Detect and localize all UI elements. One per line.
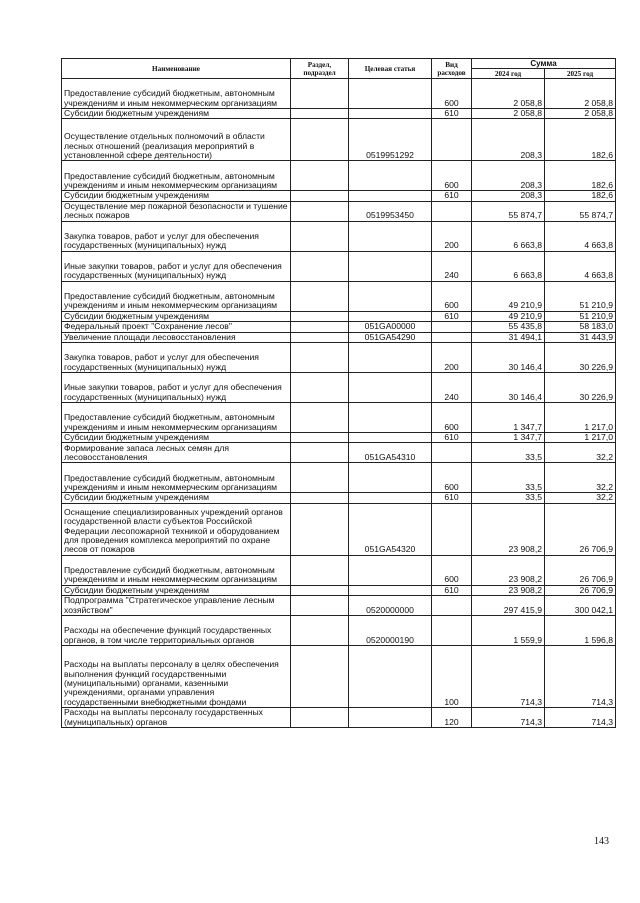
cell-2024: 33,5: [472, 463, 545, 493]
table-row: [62, 616, 616, 646]
table-row: [62, 503, 616, 555]
cell-target: [349, 281, 432, 311]
cell-target: [349, 646, 432, 708]
cell-name: Предоставление субсидий бюджетным, автономным учреждениям и иным некоммерческим организациям: [62, 463, 291, 493]
cell-2025: 30 226,9: [545, 343, 616, 373]
cell-2025: 1 596,8: [545, 616, 616, 646]
cell-2025: 55 874,7: [545, 201, 616, 221]
cell-type: 600: [432, 281, 472, 311]
cell-2024: 30 146,4: [472, 343, 545, 373]
cell-2024: 208,3: [472, 119, 545, 161]
cell-target: [349, 708, 432, 728]
table-row: [62, 119, 616, 161]
cell-type: 610: [432, 191, 472, 201]
table-row: [62, 161, 616, 191]
cell-type: 610: [432, 109, 472, 119]
budget-table: [61, 58, 616, 728]
cell-target: 0519953450: [349, 201, 432, 221]
cell-type: 240: [432, 251, 472, 281]
cell-section: [291, 221, 349, 251]
cell-section: [291, 596, 349, 616]
cell-2025: 26 706,9: [545, 585, 616, 595]
cell-type: [432, 119, 472, 161]
cell-2025: 51 210,9: [545, 311, 616, 321]
cell-2025: 182,6: [545, 191, 616, 201]
cell-type: 600: [432, 79, 472, 109]
cell-type: 240: [432, 373, 472, 403]
cell-name: Оснащение специализированных учреждений органов государственной власти субъектов Российской Федерации лесопожарной техникой и оборудованием для проведения комплекса мероприятий по охране лесов от пожаров: [62, 503, 291, 555]
cell-name: Предоставление субсидий бюджетным, автономным учреждениям и иным некоммерческим организациям: [62, 79, 291, 109]
cell-2024: 23 908,2: [472, 503, 545, 555]
cell-2024: 208,3: [472, 161, 545, 191]
cell-target: 0520000190: [349, 616, 432, 646]
cell-section: [291, 79, 349, 109]
cell-2025: 4 663,8: [545, 251, 616, 281]
table-row: [62, 646, 616, 708]
cell-name: Предоставление субсидий бюджетным, автономным учреждениям и иным некоммерческим организациям: [62, 555, 291, 585]
cell-type: [432, 443, 472, 463]
cell-target: [349, 161, 432, 191]
cell-target: 0519951292: [349, 119, 432, 161]
cell-2024: 1 347,7: [472, 403, 545, 433]
cell-2024: 33,5: [472, 443, 545, 463]
cell-section: [291, 373, 349, 403]
table-row: [62, 251, 616, 281]
cell-section: [291, 311, 349, 321]
cell-2025: 2 058,8: [545, 109, 616, 119]
cell-2025: 4 663,8: [545, 221, 616, 251]
cell-target: [349, 373, 432, 403]
cell-target: [349, 555, 432, 585]
cell-2024: 49 210,9: [472, 281, 545, 311]
table-row: [62, 463, 616, 493]
cell-2024: 23 908,2: [472, 585, 545, 595]
table-row: [62, 585, 616, 595]
cell-type: [432, 503, 472, 555]
cell-2025: 182,6: [545, 119, 616, 161]
cell-target: 051GA54290: [349, 332, 432, 342]
table-row: [62, 281, 616, 311]
table-row: [62, 433, 616, 443]
cell-2024: 714,3: [472, 646, 545, 708]
cell-2024: 1 559,9: [472, 616, 545, 646]
cell-section: [291, 616, 349, 646]
cell-target: [349, 251, 432, 281]
cell-name: Подпрограмма "Стратегическое управление лесным хозяйством": [62, 596, 291, 616]
cell-target: [349, 343, 432, 373]
header-target: Целевая статья: [349, 59, 432, 79]
header-name: Наименование: [62, 59, 291, 79]
header-2024: 2024 год: [472, 69, 545, 79]
cell-target: 051GA00000: [349, 322, 432, 332]
cell-section: [291, 161, 349, 191]
cell-name: Расходы на обеспечение функций государственных органов, в том числе территориальных органов: [62, 616, 291, 646]
cell-target: [349, 79, 432, 109]
table-body: [62, 79, 616, 728]
cell-section: [291, 443, 349, 463]
cell-type: [432, 596, 472, 616]
cell-section: [291, 251, 349, 281]
cell-name: Субсидии бюджетным учреждениям: [62, 585, 291, 595]
cell-name: Федеральный проект "Сохранение лесов": [62, 322, 291, 332]
cell-name: Предоставление субсидий бюджетным, автономным учреждениям и иным некоммерческим организациям: [62, 281, 291, 311]
cell-2024: 208,3: [472, 191, 545, 201]
cell-2024: 23 908,2: [472, 555, 545, 585]
cell-2025: 300 042,1: [545, 596, 616, 616]
cell-name: Субсидии бюджетным учреждениям: [62, 433, 291, 443]
cell-name: Осуществление отдельных полномочий в области лесных отношений (реализация мероприятий в установленной сфере деятельности): [62, 119, 291, 161]
cell-name: Увеличение площади лесовосстановления: [62, 332, 291, 342]
cell-2025: 1 217,0: [545, 433, 616, 443]
cell-2024: 2 058,8: [472, 79, 545, 109]
cell-section: [291, 433, 349, 443]
cell-target: [349, 191, 432, 201]
table-row: [62, 443, 616, 463]
cell-type: 610: [432, 493, 472, 503]
cell-type: 600: [432, 463, 472, 493]
cell-target: 0520000000: [349, 596, 432, 616]
cell-2024: 30 146,4: [472, 373, 545, 403]
cell-target: 051GA54310: [349, 443, 432, 463]
cell-type: 600: [432, 555, 472, 585]
table-row: [62, 343, 616, 373]
cell-2024: 297 415,9: [472, 596, 545, 616]
cell-type: 120: [432, 708, 472, 728]
table-row: [62, 201, 616, 221]
cell-section: [291, 463, 349, 493]
cell-target: [349, 403, 432, 433]
table-row: [62, 191, 616, 201]
cell-section: [291, 332, 349, 342]
cell-name: Расходы на выплаты персоналу государственных (муниципальных) органов: [62, 708, 291, 728]
cell-target: [349, 493, 432, 503]
cell-2024: 6 663,8: [472, 251, 545, 281]
cell-section: [291, 322, 349, 332]
cell-2025: 182,6: [545, 161, 616, 191]
header-type: Вид расходов: [432, 59, 472, 79]
table-row: [62, 332, 616, 342]
cell-2024: 49 210,9: [472, 311, 545, 321]
cell-target: 051GA54320: [349, 503, 432, 555]
cell-2024: 55 435,8: [472, 322, 545, 332]
table-row: [62, 555, 616, 585]
cell-2024: 33,5: [472, 493, 545, 503]
cell-2024: 1 347,7: [472, 433, 545, 443]
cell-section: [291, 493, 349, 503]
cell-name: Субсидии бюджетным учреждениям: [62, 109, 291, 119]
table-row: [62, 708, 616, 728]
cell-type: [432, 201, 472, 221]
cell-name: Субсидии бюджетным учреждениям: [62, 311, 291, 321]
cell-name: Субсидии бюджетным учреждениям: [62, 493, 291, 503]
cell-type: 610: [432, 311, 472, 321]
cell-2025: 32,2: [545, 463, 616, 493]
cell-name: Иные закупки товаров, работ и услуг для обеспечения государственных (муниципальных) нужд: [62, 373, 291, 403]
table-row: [62, 311, 616, 321]
table-row: [62, 109, 616, 119]
cell-section: [291, 343, 349, 373]
cell-type: 200: [432, 343, 472, 373]
cell-type: 610: [432, 433, 472, 443]
cell-name: Предоставление субсидий бюджетным, автономным учреждениям и иным некоммерческим организациям: [62, 161, 291, 191]
table-row: [62, 221, 616, 251]
cell-section: [291, 201, 349, 221]
header-sum: Сумма: [472, 59, 616, 69]
cell-type: 200: [432, 221, 472, 251]
cell-type: 600: [432, 403, 472, 433]
cell-section: [291, 191, 349, 201]
cell-section: [291, 281, 349, 311]
cell-name: Осуществление мер пожарной безопасности и тушение лесных пожаров: [62, 201, 291, 221]
table-row: [62, 373, 616, 403]
cell-target: [349, 433, 432, 443]
cell-target: [349, 311, 432, 321]
cell-2025: 26 706,9: [545, 555, 616, 585]
cell-2025: 32,2: [545, 443, 616, 463]
cell-2025: 1 217,0: [545, 403, 616, 433]
cell-2025: 31 443,9: [545, 332, 616, 342]
header-2025: 2025 год: [545, 69, 616, 79]
table-row: [62, 322, 616, 332]
cell-type: 600: [432, 161, 472, 191]
cell-type: [432, 322, 472, 332]
cell-2024: 31 494,1: [472, 332, 545, 342]
cell-2024: 714,3: [472, 708, 545, 728]
cell-section: [291, 585, 349, 595]
cell-section: [291, 708, 349, 728]
cell-name: Закупка товаров, работ и услуг для обеспечения государственных (муниципальных) нужд: [62, 221, 291, 251]
cell-2025: 32,2: [545, 493, 616, 503]
cell-section: [291, 119, 349, 161]
cell-section: [291, 555, 349, 585]
table-row: [62, 403, 616, 433]
cell-2025: 58 183,0: [545, 322, 616, 332]
cell-2024: 6 663,8: [472, 221, 545, 251]
cell-target: [349, 463, 432, 493]
cell-2025: 714,3: [545, 708, 616, 728]
page-number: 143: [594, 836, 609, 847]
cell-section: [291, 109, 349, 119]
cell-name: Субсидии бюджетным учреждениям: [62, 191, 291, 201]
cell-name: Закупка товаров, работ и услуг для обеспечения государственных (муниципальных) нужд: [62, 343, 291, 373]
table-row: [62, 79, 616, 109]
cell-section: [291, 403, 349, 433]
table-row: [62, 596, 616, 616]
cell-type: [432, 332, 472, 342]
cell-2025: 51 210,9: [545, 281, 616, 311]
header-section: Раздел, подраздел: [291, 59, 349, 79]
cell-name: Расходы на выплаты персоналу в целях обеспечения выполнения функций государственными (муниципальными) органами, казенными учреждениями, органами управления государственными внебюджетными фондами: [62, 646, 291, 708]
cell-section: [291, 646, 349, 708]
cell-target: [349, 109, 432, 119]
cell-name: Иные закупки товаров, работ и услуг для обеспечения государственных (муниципальных) нужд: [62, 251, 291, 281]
cell-section: [291, 503, 349, 555]
cell-type: 100: [432, 646, 472, 708]
cell-target: [349, 585, 432, 595]
cell-name: Предоставление субсидий бюджетным, автономным учреждениям и иным некоммерческим организациям: [62, 403, 291, 433]
cell-type: [432, 616, 472, 646]
cell-name: Формирование запаса лесных семян для лесовосстановления: [62, 443, 291, 463]
cell-2025: 30 226,9: [545, 373, 616, 403]
cell-type: 610: [432, 585, 472, 595]
cell-2025: 714,3: [545, 646, 616, 708]
table-row: [62, 493, 616, 503]
cell-2024: 55 874,7: [472, 201, 545, 221]
cell-2024: 2 058,8: [472, 109, 545, 119]
cell-2025: 2 058,8: [545, 79, 616, 109]
cell-2025: 26 706,9: [545, 503, 616, 555]
cell-target: [349, 221, 432, 251]
